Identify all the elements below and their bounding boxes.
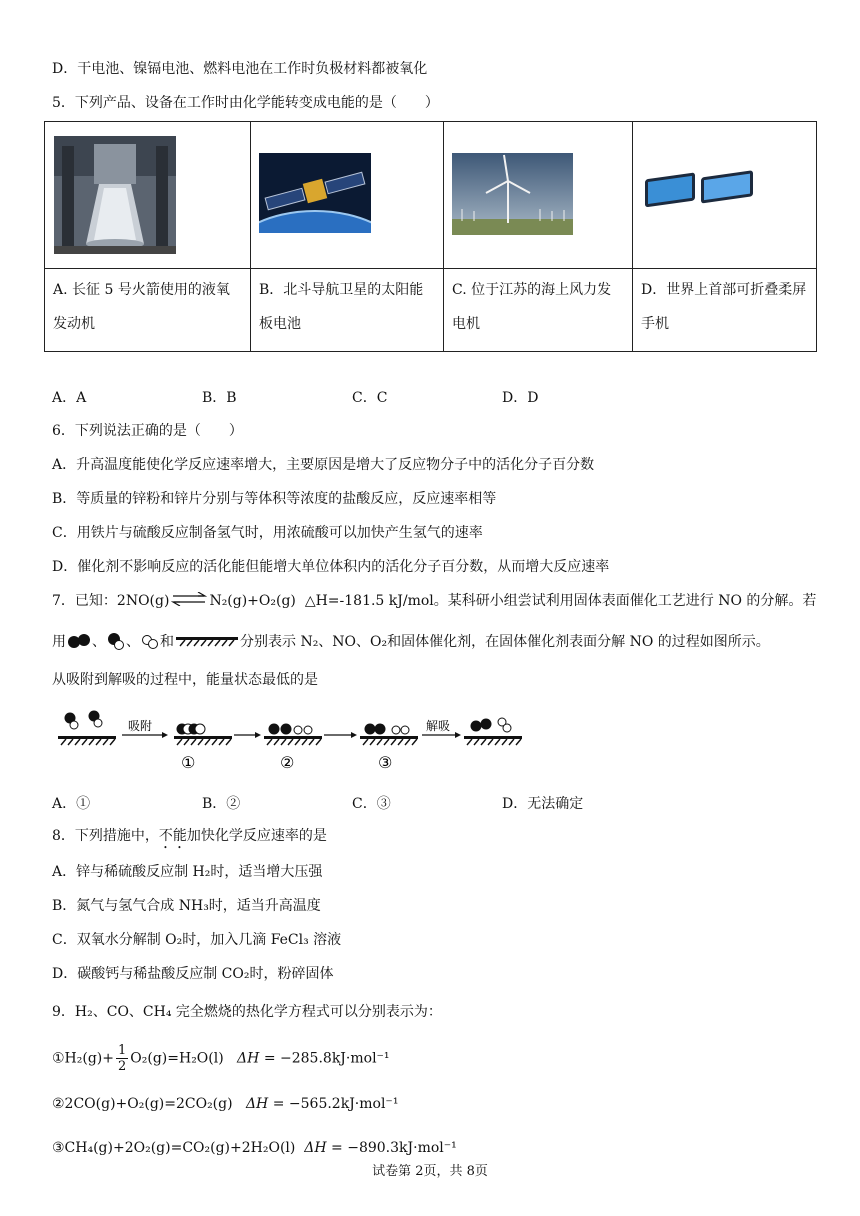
eq2-dh-value: = −565.2kJ·mol⁻¹ — [272, 1096, 399, 1112]
foldable-phone-photo — [641, 166, 757, 208]
eq1-left: ①H₂(g)+ — [52, 1050, 114, 1067]
stage1-adsorbed — [177, 724, 206, 735]
stage1-surface — [174, 736, 232, 745]
q7-line2-pre: 用 — [52, 634, 66, 650]
q5-cell-c-image — [444, 122, 633, 269]
q9-equation-2 — [52, 1093, 398, 1115]
eq1-fraction — [116, 1043, 128, 1074]
step2-label: ② — [280, 753, 295, 772]
q7-and: 和 — [160, 634, 174, 650]
q8-option-d: D．碳酸钙与稀盐酸反应制 CO₂时，粉碎固体 — [52, 966, 334, 982]
q8-option-c: C．双氧水分解制 O₂时，加入几滴 FeCl₃ 溶液 — [52, 932, 342, 948]
q7-line2 — [52, 631, 770, 653]
q9-stem: 9．H₂、CO、CH₄ 完全燃烧的热化学方程式可以分别表示为： — [52, 1004, 442, 1020]
q8-stem-post: 加快化学反应速率的是 — [186, 828, 327, 844]
rocket-engine-photo — [54, 136, 176, 254]
q5-caption-a: A. 长征 5 号火箭使用的液氧发动机 — [45, 269, 251, 352]
eq1-dh-symbol: ΔH — [237, 1050, 260, 1067]
step1-label: ① — [181, 753, 196, 772]
q7-option-c: C．③ — [352, 796, 391, 812]
q7-option-d: D．无法确定 — [502, 796, 584, 812]
q7-option-a: A．① — [52, 796, 91, 812]
page-footer: 试卷第 2页，共 8页 — [372, 1164, 488, 1179]
desorb-label: 解吸 — [426, 719, 451, 733]
no-molecule-icon — [106, 631, 126, 651]
stage4-surface — [464, 736, 522, 745]
stage2-dissociated — [269, 724, 313, 735]
q8-option-a: A．锌与稀硫酸反应制 H₂时，适当增大压强 — [52, 864, 323, 880]
q8-stem-pre: 8．下列措施中， — [52, 828, 159, 844]
eq1-dh-value: = −285.8kJ·mol⁻¹ — [263, 1050, 390, 1067]
eq1-right: O₂(g)=H₂O(l) — [130, 1050, 224, 1067]
stage2-surface — [264, 736, 322, 745]
q7-line2-post: 分别表示 N₂、NO、O₂和固体催化剂，在固体催化剂表面分解 NO 的过程如图所示。 — [240, 634, 770, 650]
q5-option-c: C．C — [352, 390, 388, 406]
q5-caption-c: C. 位于江苏的海上风力发电机 — [444, 269, 633, 352]
adsorb-label: 吸附 — [128, 719, 153, 733]
q8-stem — [52, 826, 327, 852]
equilibrium-arrow-icon — [171, 592, 207, 606]
eq1-frac-num: 1 — [118, 1043, 127, 1058]
o2-molecule-icon — [140, 633, 160, 649]
q6-stem: 6．下列说法正确的是（ ） — [52, 423, 243, 439]
q6-option-a: A．升高温度能使化学反应速率增大，主要原因是增大了反应物分子中的活化分子百分数 — [52, 457, 595, 473]
catalyst-surface-icon — [174, 635, 240, 647]
q5-cell-b-image — [251, 122, 444, 269]
q5-table — [44, 121, 817, 352]
q5-option-b: B．B — [202, 390, 237, 406]
q5-cell-a-image — [45, 122, 251, 269]
q6-option-b: B．等质量的锌粉和锌片分别与等体积等浓度的盐酸反应，反应速率相等 — [52, 491, 497, 507]
q9-equation-1 — [52, 1043, 390, 1074]
eq1-frac-den: 2 — [118, 1059, 127, 1074]
stage0-no-molecules — [65, 711, 103, 730]
wind-turbine-photo — [452, 153, 573, 235]
satellite-photo — [259, 153, 371, 233]
q7-option-b: B．② — [202, 796, 241, 812]
n2-molecule-icon — [66, 633, 92, 649]
q4-option-d: D．干电池、镍镉电池、燃料电池在工作时负极材料都被氧化 — [52, 61, 428, 77]
stage3-surface — [360, 736, 418, 745]
stage4-desorbed — [471, 718, 512, 732]
q5-option-a: A．A — [52, 390, 87, 406]
eq3-dh-symbol: ΔH — [304, 1140, 327, 1156]
q6-option-d: D．催化剂不影响反应的活化能但能增大单位体积内的活化分子百分数，从而增大反应速率 — [52, 559, 610, 575]
q7-products: N₂(g)+O₂(g) — [209, 593, 296, 609]
q7-dh: △H=-181.5 kJ/mol。某科研小组尝试利用固体表面催化工艺进行 NO 的分解。若 — [304, 593, 817, 609]
stage3-recombined — [365, 724, 410, 735]
q8-option-b: B．氮气与氢气合成 NH₃时，适当升高温度 — [52, 898, 321, 914]
q7-process-diagram — [58, 708, 528, 774]
q8-stem-emphasis: 不能 — [158, 828, 187, 844]
q7-line1 — [52, 591, 816, 611]
eq2-body: ②2CO(g)+O₂(g)=2CO₂(g) — [52, 1096, 233, 1112]
q5-option-d: D．D — [502, 390, 539, 406]
q7-line3: 从吸附到解吸的过程中，能量状态最低的是 — [52, 672, 318, 688]
q5-cell-d-image — [633, 122, 817, 269]
q9-equation-3 — [52, 1137, 457, 1159]
q5-caption-d: D．世界上首部可折叠柔屏手机 — [633, 269, 817, 352]
step3-label: ③ — [378, 753, 393, 772]
q7-prefix: 7．已知：2NO(g) — [52, 593, 170, 609]
q5-stem: 5．下列产品、设备在工作时由化学能转变成电能的是（ ） — [52, 95, 439, 111]
eq2-dh-symbol: ΔH — [245, 1096, 269, 1112]
stage0-surface — [58, 736, 116, 745]
eq3-body: ③CH₄(g)+2O₂(g)=CO₂(g)+2H₂O(l) — [52, 1140, 296, 1156]
eq3-dh-value: = −890.3kJ·mol⁻¹ — [331, 1140, 457, 1156]
q7-sep2: 、 — [126, 634, 140, 650]
q6-option-c: C．用铁片与硫酸反应制备氢气时，用浓硫酸可以加快产生氢气的速率 — [52, 525, 483, 541]
q5-caption-b: B．北斗导航卫星的太阳能板电池 — [251, 269, 444, 352]
q7-sep1: 、 — [92, 634, 106, 650]
